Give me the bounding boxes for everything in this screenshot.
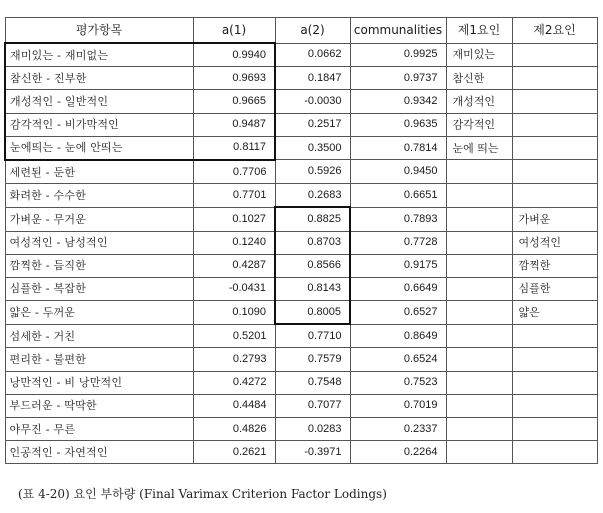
factor-loadings-table	[4, 17, 598, 464]
cell-factor2: 가벼운	[512, 207, 597, 231]
cell-a2: 0.7548	[275, 371, 350, 394]
cell-communality: 0.7728	[350, 231, 446, 254]
table-row	[5, 371, 597, 394]
table-row	[5, 254, 597, 277]
cell-factor2	[512, 371, 597, 394]
cell-factor2	[512, 90, 597, 113]
cell-communality: 0.9450	[350, 160, 446, 184]
cell-factor2	[512, 324, 597, 348]
table-row	[5, 90, 597, 113]
cell-a2: 0.8703	[275, 231, 350, 254]
cell-a1: 0.1240	[193, 231, 275, 254]
cell-factor1: 개성적인	[446, 90, 512, 113]
cell-factor1	[446, 160, 512, 184]
table-header	[5, 18, 597, 44]
cell-factor1	[446, 301, 512, 325]
row-item: 섬세한 - 거친	[5, 324, 193, 348]
cell-a2: 0.7579	[275, 348, 350, 371]
cell-factor2	[512, 441, 597, 464]
table-row	[5, 184, 597, 208]
row-item: 가벼운 - 무거운	[5, 207, 193, 231]
cell-a2: -0.0030	[275, 90, 350, 113]
header-a2: a(2)	[275, 18, 350, 44]
cell-factor1	[446, 184, 512, 208]
cell-factor1	[446, 277, 512, 300]
cell-factor1: 감각적인	[446, 113, 512, 136]
cell-communality: 0.9175	[350, 254, 446, 277]
table-row	[5, 231, 597, 254]
cell-factor1	[446, 394, 512, 417]
cell-factor2	[512, 160, 597, 184]
row-item: 낭만적인 - 비 낭만적인	[5, 371, 193, 394]
cell-factor2	[512, 113, 597, 136]
cell-a1: 0.1090	[193, 301, 275, 325]
table-row	[5, 43, 597, 67]
cell-factor1: 눈에 띄는	[446, 136, 512, 160]
header-communalities: communalities	[350, 18, 446, 44]
cell-a2: -0.3971	[275, 441, 350, 464]
header-a1: a(1)	[193, 18, 275, 44]
table-row	[5, 136, 597, 160]
cell-factor2: 심플한	[512, 277, 597, 300]
cell-communality: 0.6524	[350, 348, 446, 371]
table-row	[5, 301, 597, 325]
cell-factor2	[512, 184, 597, 208]
cell-a1: 0.7706	[193, 160, 275, 184]
cell-factor2: 깜찍한	[512, 254, 597, 277]
cell-a2: 0.1847	[275, 67, 350, 90]
cell-communality: 0.9635	[350, 113, 446, 136]
cell-factor2	[512, 67, 597, 90]
cell-a2: 0.7710	[275, 324, 350, 348]
table-row	[5, 67, 597, 90]
cell-a2: 0.0662	[275, 43, 350, 67]
cell-factor1: 참신한	[446, 67, 512, 90]
row-item: 부드러운 - 딱딱한	[5, 394, 193, 417]
row-item: 편리한 - 불편한	[5, 348, 193, 371]
cell-communality: 0.2337	[350, 418, 446, 441]
cell-factor2	[512, 418, 597, 441]
cell-a1: 0.9665	[193, 90, 275, 113]
table-body	[5, 43, 597, 464]
row-item: 감각적인 - 비가막적인	[5, 113, 193, 136]
table-row	[5, 441, 597, 464]
row-item: 눈에띄는 - 눈에 안띄는	[5, 136, 193, 160]
table-row	[5, 348, 597, 371]
row-item: 여성적인 - 남성적인	[5, 231, 193, 254]
cell-factor1	[446, 254, 512, 277]
cell-a2: 0.3500	[275, 136, 350, 160]
cell-factor2	[512, 348, 597, 371]
table-row	[5, 394, 597, 417]
table-row	[5, 418, 597, 441]
cell-factor1	[446, 371, 512, 394]
cell-factor2	[512, 394, 597, 417]
cell-a1: 0.9487	[193, 113, 275, 136]
table-row	[5, 160, 597, 184]
row-item: 참신한 - 진부한	[5, 67, 193, 90]
cell-communality: 0.7893	[350, 207, 446, 231]
cell-factor2: 얇은	[512, 301, 597, 325]
cell-a2: 0.0283	[275, 418, 350, 441]
row-item: 야무진 - 무른	[5, 418, 193, 441]
header-item: 평가항목	[5, 18, 193, 44]
cell-a2: 0.8143	[275, 277, 350, 300]
cell-a1: -0.0431	[193, 277, 275, 300]
row-item: 화려한 - 수수한	[5, 184, 193, 208]
cell-a2: 0.7077	[275, 394, 350, 417]
cell-a1: 0.8117	[193, 136, 275, 160]
cell-communality: 0.8649	[350, 324, 446, 348]
row-item: 깜찍한 - 듬직한	[5, 254, 193, 277]
cell-factor1	[446, 324, 512, 348]
cell-a2: 0.2517	[275, 113, 350, 136]
cell-a1: 0.1027	[193, 207, 275, 231]
cell-factor1: 재미있는	[446, 43, 512, 67]
header-factor1: 제1요인	[446, 18, 512, 44]
cell-communality: 0.9737	[350, 67, 446, 90]
cell-a1: 0.7701	[193, 184, 275, 208]
cell-communality: 0.7814	[350, 136, 446, 160]
cell-communality: 0.6649	[350, 277, 446, 300]
table-row	[5, 324, 597, 348]
row-item: 개성적인 - 일반적인	[5, 90, 193, 113]
table-row	[5, 207, 597, 231]
cell-a1: 0.2621	[193, 441, 275, 464]
cell-a1: 0.4826	[193, 418, 275, 441]
cell-factor2	[512, 43, 597, 67]
cell-communality: 0.7019	[350, 394, 446, 417]
header-row	[5, 18, 597, 44]
cell-a1: 0.4272	[193, 371, 275, 394]
cell-communality: 0.6527	[350, 301, 446, 325]
cell-communality: 0.6651	[350, 184, 446, 208]
table-row	[5, 277, 597, 300]
row-item: 심플한 - 복잡한	[5, 277, 193, 300]
cell-a1: 0.4484	[193, 394, 275, 417]
cell-a2: 0.2683	[275, 184, 350, 208]
table-row	[5, 113, 597, 136]
cell-communality: 0.9342	[350, 90, 446, 113]
cell-communality: 0.9925	[350, 43, 446, 67]
cell-a2: 0.5926	[275, 160, 350, 184]
cell-factor2: 여성적인	[512, 231, 597, 254]
header-factor2: 제2요인	[512, 18, 597, 44]
cell-a2: 0.8566	[275, 254, 350, 277]
cell-a1: 0.2793	[193, 348, 275, 371]
cell-a1: 0.4287	[193, 254, 275, 277]
cell-communality: 0.2264	[350, 441, 446, 464]
cell-factor1	[446, 441, 512, 464]
cell-factor1	[446, 231, 512, 254]
cell-communality: 0.7523	[350, 371, 446, 394]
row-item: 얇은 - 두꺼운	[5, 301, 193, 325]
cell-factor1	[446, 348, 512, 371]
table-caption: (표 4-20) 요인 부하량 (Final Varimax Criterion Factor Lodings)	[18, 487, 387, 501]
cell-factor1	[446, 418, 512, 441]
cell-a1: 0.9693	[193, 67, 275, 90]
row-item: 인공적인 - 자연적인	[5, 441, 193, 464]
cell-a1: 0.9940	[193, 43, 275, 67]
row-item: 세련된 - 둔한	[5, 160, 193, 184]
cell-a2: 0.8825	[275, 207, 350, 231]
cell-factor2	[512, 136, 597, 160]
cell-factor1	[446, 207, 512, 231]
cell-a2: 0.8005	[275, 301, 350, 325]
cell-a1: 0.5201	[193, 324, 275, 348]
row-item: 재미있는 - 재미없는	[5, 43, 193, 67]
